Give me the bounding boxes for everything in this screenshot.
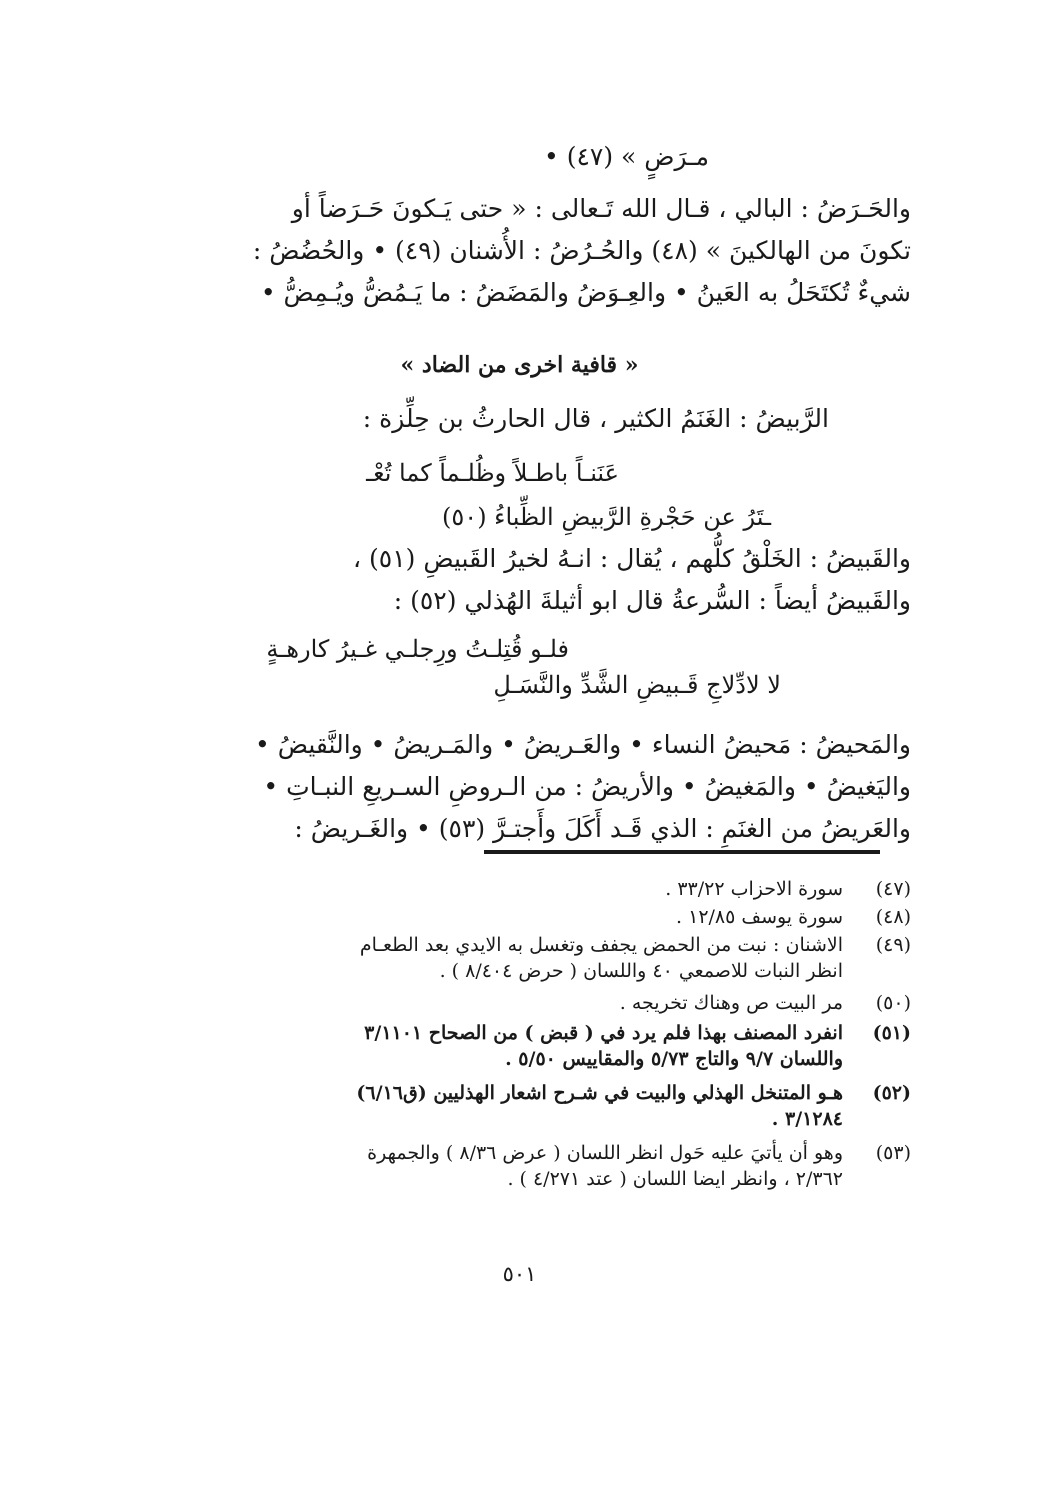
paragraph-line-1: والقَبيضُ : الخَلْقُ كلُّهم ، يُقال : انـهُ لخيرُ القَبيضِ (٥١) ، <box>353 544 911 573</box>
body-line-4: شيءٌ تُكتَحَلُ به العَينُ • والعِـوَضُ والمَضَضُ : ما يَـمُضُّ ويُـمِضُّ • <box>260 278 911 307</box>
footnote-text: ٢/٣٦٢ ، وانظر ايضا اللسان ( عتد ٤/٢٧١ ) . <box>507 1168 843 1190</box>
section-heading: « قافية اخرى من الضاد » <box>400 352 639 378</box>
verse-2-first-hemistich: فلـو قُتِلـتُ ورِجلـي غـيرُ كارهـةٍ <box>266 635 569 663</box>
footnote-text: وهو أن يأتيَ عليه حَول انظر اللسان ( عرض ٨/٣٦ ) والجمهرة <box>367 1142 843 1164</box>
footnote-number: (٥٠) <box>875 992 911 1014</box>
footnote-number: (٤٧) <box>875 878 911 900</box>
footnote-text: انظر النبات للاصمعي ٤٠ واللسان ( حرض ٨/٤٠٤ ) . <box>439 960 843 982</box>
footnote-text: انفرد المصنف بهذا فلم يرد في ( قبض ) من الصحاح ٣/١١٠١ <box>364 1022 843 1044</box>
verse-2-second-hemistich: لا لادِّلاجِ قَـبيضِ الشَّدِّ والنَّسَـلِ <box>493 671 781 699</box>
footnote-text: مر البيت ص وهناك تخريجه . <box>619 992 843 1014</box>
footnote-52 <box>91 1080 911 1134</box>
body-line-1: مـرَضٍ » (٤٧) • <box>544 142 709 171</box>
paragraph-line-3: والمَحيضُ : مَحيضُ النساء • والعَـريضُ • والمَـريضُ • والنَّقيضُ • <box>255 730 911 759</box>
verse-1-first-hemistich: عَنَنـاً باطـلاً وظُلـماً كما تُعْـ <box>366 459 619 487</box>
footnote-48 <box>91 904 911 930</box>
page-number: ٥٠١ <box>502 1262 537 1286</box>
footnote-number: (٥٢) <box>872 1082 911 1104</box>
footnote-text: الاشنان : نبت من الحمض يجفف وتغسل به الايدي بعد الطعـام <box>359 934 843 956</box>
footnote-number: (٥٣) <box>875 1142 911 1164</box>
footnote-text: ٣/١٢٨٤ . <box>771 1108 843 1130</box>
footnote-text: سورة يوسف ١٢/٨٥ . <box>676 906 843 928</box>
footnote-separator <box>484 850 880 854</box>
footnote-text: سورة الاحزاب ٣٣/٢٢ . <box>665 878 843 900</box>
body-line-2: والحَـرَضُ : البالي ، قـال الله تَـعالى : « حتى يَـكونَ حَـرَضاً أو <box>291 194 911 223</box>
footnote-49 <box>91 932 911 986</box>
footnote-number: (٤٨) <box>875 906 911 928</box>
paragraph-line-4: واليَغيضُ • والمَغيضُ • والأريضُ : من الـروضِ السـريعِ النبـاتِ • <box>263 772 911 801</box>
paragraph-line-5: والعَريضُ من الغنَمِ : الذي قَـد أَكَلَ وأَجتـرَّ (٥٣) • والغَـريضُ : <box>294 814 911 843</box>
paragraph-line-2: والقَبيضُ أيضاً : السُّرعةُ قال ابو أثيلةَ الهُذلي (٥٢) : <box>393 586 911 615</box>
footnote-text: واللسان ٩/٧ والتاج ٥/٧٣ والمقاييس ٥/٥٠ . <box>505 1048 843 1070</box>
footnote-50 <box>91 990 911 1016</box>
section-intro: الرَّبيضُ : الغَنَمُ الكثير ، قال الحارثُ بن حِلِّزة : <box>362 404 829 433</box>
footnote-text: هـو المتنخل الهذلي والبيت في شـرح اشعار الهذليين (ق٦/١٦) <box>356 1082 843 1104</box>
footnote-number: (٤٩) <box>875 934 911 956</box>
body-line-3: تكونَ من الهالكينَ » (٤٨) والحُـرُضُ : الأُشنان (٤٩) • والحُضُضُ : <box>252 236 911 265</box>
footnote-53 <box>91 1140 911 1194</box>
footnote-51 <box>91 1020 911 1074</box>
verse-1-second-hemistich: ـتَرُ عن حَجْرةِ الرَّبيضِ الظِّباءُ (٥٠) <box>442 503 771 531</box>
footnote-number: (٥١) <box>872 1022 911 1044</box>
footnote-47 <box>91 876 911 902</box>
